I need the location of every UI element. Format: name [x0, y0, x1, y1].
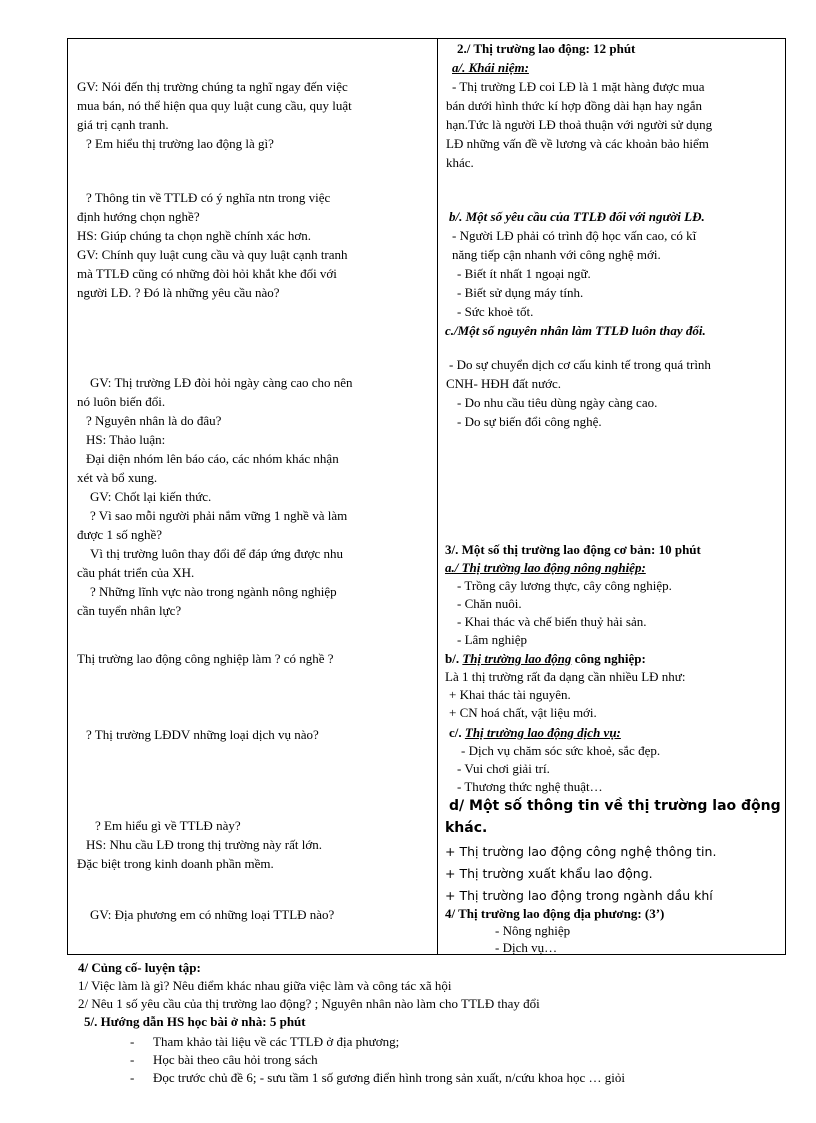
right-line: LĐ những vấn đề về lương và các khoản bảo hiểm: [446, 136, 709, 151]
right-line: + Thị trường xuất khẩu lao động.: [445, 866, 653, 881]
homework-line: Đọc trước chủ đề 6; - sưu tầm 1 số gương điển hình trong sản xuất, n/cứu khoa học … giỏi: [153, 1070, 625, 1085]
section-3b-italic: Thị trường lao động: [462, 651, 572, 666]
section-3c-prefix: c/.: [449, 725, 465, 740]
right-line: - Dịch vụ chăm sóc sức khoẻ, sắc đẹp.: [461, 743, 661, 758]
right-line: - Người LĐ phải có trình độ học vấn cao, có kĩ: [452, 228, 697, 243]
section-3c-italic: Thị trường lao động dịch vụ:: [464, 725, 621, 740]
left-line: GV: Chính quy luật cung cầu và quy luật cạnh tranh: [77, 247, 348, 262]
left-line: ? Thông tin về TTLĐ có ý nghĩa ntn trong việc: [86, 190, 331, 205]
right-line: CNH- HĐH đất nước.: [446, 376, 562, 391]
bullet-dash: -: [130, 1070, 135, 1085]
left-line: ? Em hiểu thị trường lao động là gì?: [86, 136, 274, 151]
right-line: - Trồng cây lương thực, cây công nghiệp.: [457, 578, 672, 593]
left-line: mà TTLĐ cũng có những đòi hỏi khắt khe đối với: [77, 266, 337, 281]
left-line: HS: Thảo luận:: [86, 432, 166, 447]
section-3c-title: [449, 725, 621, 740]
left-line: người LĐ. ? Đó là những yêu cầu nào?: [77, 285, 280, 300]
left-line: giá trị cạnh tranh.: [77, 117, 169, 132]
left-line: ? Vì sao mỗi người phải nắm vững 1 nghề và làm: [90, 508, 348, 523]
right-line: - Do sự biến đổi công nghệ.: [457, 414, 602, 429]
section-3d-title: d/ Một số thông tin về thị trường lao động: [449, 798, 781, 814]
left-line: được 1 số nghề?: [77, 527, 163, 542]
left-line: ? Em hiểu gì về TTLĐ này?: [95, 818, 241, 833]
section-2a-title: a/. Khái niệm:: [452, 60, 529, 75]
section-3b-suffix: công nghiệp:: [571, 651, 646, 666]
left-line: Thị trường lao động công nghiệp làm ? có nghề ?: [77, 651, 334, 666]
left-line: nó luôn biến đổi.: [77, 394, 166, 409]
right-line: - Biết ít nhất 1 ngoại ngữ.: [457, 266, 591, 281]
left-line: định hướng chọn nghề?: [77, 209, 200, 224]
right-line: + CN hoá chất, vật liệu mới.: [449, 705, 597, 720]
section-3d-title-2: khác.: [445, 820, 488, 836]
left-line: Đại diện nhóm lên báo cáo, các nhóm khác nhận: [86, 451, 339, 466]
right-line: - Nông nghiệp: [495, 923, 571, 938]
right-line: - Thương thức nghệ thuật…: [457, 779, 603, 794]
consolidation-title: 4/ Củng cố- luyện tập:: [78, 960, 201, 975]
left-line: ? Những lĩnh vực nào trong ngành nông nghiệp: [90, 584, 337, 599]
consolidation-line: 1/ Việc làm là gì? Nêu điểm khác nhau giữa việc làm và công tác xã hội: [78, 978, 452, 993]
left-line: Vì thị trường luôn thay đổi để đáp ứng được nhu: [90, 546, 343, 561]
section-4-local-title: 4/ Thị trường lao động địa phương: (3’): [445, 906, 665, 921]
left-line: Đặc biệt trong kinh doanh phần mềm.: [77, 856, 274, 871]
right-line: năng tiếp cận nhanh với công nghệ mới.: [452, 247, 661, 262]
section-2b-title: b/. Một số yêu cầu của TTLĐ đối với người LĐ.: [449, 209, 705, 224]
left-line: GV: Địa phương em có những loại TTLĐ nào?: [90, 907, 335, 922]
homework-line: Học bài theo câu hỏi trong sách: [153, 1052, 318, 1067]
lesson-table: [67, 38, 786, 955]
right-line: - Khai thác và chế biến thuỷ hải sản.: [457, 614, 647, 629]
right-line: - Biết sử dụng máy tính.: [457, 285, 584, 300]
consolidation-line: 2/ Nêu 1 số yêu cầu của thị trường lao động? ; Nguyên nhân nào làm cho TTLĐ thay đổi: [78, 996, 540, 1011]
right-line: + Thị trường lao động công nghệ thông tin.: [445, 844, 717, 859]
right-line: - Vui chơi giải trí.: [457, 761, 550, 776]
right-line: - Sức khoẻ tốt.: [457, 304, 534, 319]
homework-title: 5/. Hướng dẫn HS học bài ở nhà: 5 phút: [84, 1014, 306, 1029]
right-line: - Chăn nuôi.: [457, 596, 522, 611]
left-line: HS: Giúp chúng ta chọn nghề chính xác hơn.: [77, 228, 311, 243]
right-line: + Thị trường lao động trong ngành dầu khí: [445, 888, 713, 903]
right-line: khác.: [446, 155, 474, 170]
section-2c-title: c./Một số nguyên nhân làm TTLĐ luôn thay đổi.: [445, 323, 706, 338]
left-line: cần tuyển nhân lực?: [77, 603, 182, 618]
bullet-dash: -: [130, 1034, 135, 1049]
left-line: GV: Nói đến thị trường chúng ta nghĩ ngay đến việc: [77, 79, 348, 94]
column-divider: [437, 39, 438, 954]
left-line: mua bán, nó thể hiện qua quy luật cung cầu, quy luật: [77, 98, 352, 113]
section-3a-title: a./ Thị trường lao động nông nghiệp:: [445, 560, 646, 575]
left-line: GV: Chốt lại kiến thức.: [90, 489, 212, 504]
left-line: GV: Thị trường LĐ đòi hỏi ngày càng cao cho nên: [90, 375, 353, 390]
left-line: ? Nguyên nhân là do đâu?: [86, 413, 222, 428]
right-line: - Lâm nghiệp: [457, 632, 528, 647]
right-line: - Do nhu cầu tiêu dùng ngày càng cao.: [457, 395, 658, 410]
right-line: - Dịch vụ…: [495, 940, 558, 955]
left-line: xét và bổ xung.: [77, 470, 158, 485]
section-3b-prefix: b/.: [445, 651, 463, 666]
section-3-title: 3/. Một số thị trường lao động cơ bản: 10 phút: [445, 542, 701, 557]
homework-line: Tham khảo tài liệu về các TTLĐ ở địa phương;: [153, 1034, 400, 1049]
right-line: bán dưới hình thức kí hợp đồng dài hạn hay ngắn: [446, 98, 703, 113]
bullet-dash: -: [130, 1052, 135, 1067]
left-line: HS: Nhu cầu LĐ trong thị trường này rất lớn.: [86, 837, 322, 852]
right-line: - Thị trường LĐ coi LĐ là 1 mặt hàng được mua: [452, 79, 705, 94]
left-line: ? Thị trường LĐDV những loại dịch vụ nào?: [86, 727, 319, 742]
section-2-title: 2./ Thị trường lao động: 12 phút: [457, 41, 636, 56]
section-3b-title: [445, 651, 646, 666]
right-line: hạn.Tức là người LĐ thoả thuận với người sử dụng: [446, 117, 713, 132]
left-line: cầu phát triển của XH.: [77, 565, 195, 580]
right-line: Là 1 thị trường rất đa dạng cần nhiều LĐ như:: [445, 669, 686, 684]
right-line: + Khai thác tài nguyên.: [449, 687, 571, 702]
right-line: - Do sự chuyển dịch cơ cấu kinh tế trong quá trình: [449, 357, 711, 372]
